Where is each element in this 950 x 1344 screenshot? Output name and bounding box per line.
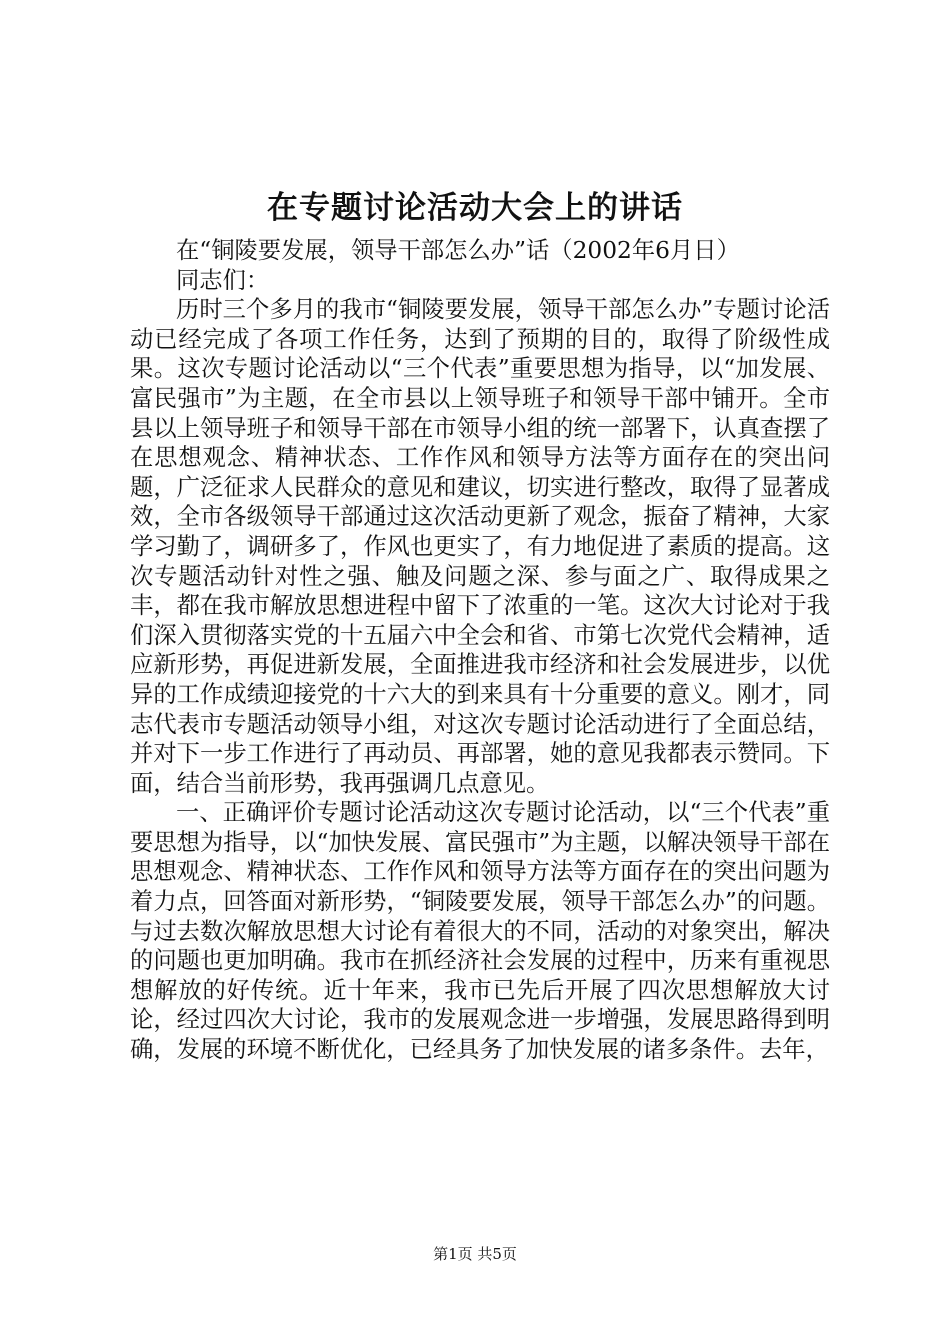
page-footer: 第1页 共5页 — [433, 1245, 517, 1263]
paragraph: 一、正确评价专题讨论活动这次专题讨论活动，以“三个代表”重要思想为指导，以“加快发展、富民强市”为主题，以解决领导干部在思想观念、精神状态、工作作风和领导方法等方面存在的突出问题为着力点，回答面对新形势，“铜陵要发展，领导干部怎么办”的问题。与过去数次解放思想大讨论有着很大的不同，活动的对象突出，解决的问题也更加明确。我市在抓经济社会发展的过程中，历来有重视思想解放的好传统。近十年来，我市已先后开展了四次思想解放大讨论，经过四次大讨论，我市的发展观念进一步增强，发展思路得到明确，发展的环境不断优化，已经具务了加快发展的诸多条件。去年， — [130, 799, 830, 1064]
salutation: 同志们： — [176, 266, 270, 294]
document-body — [130, 236, 830, 1065]
document-title: 在专题讨论活动大会上的讲话 — [267, 190, 683, 226]
paragraph: 历时三个多月的我市“铜陵要发展，领导干部怎么办”专题讨论活动已经完成了各项工作任务，达到了预期的目的，取得了阶级性成果。这次专题讨论活动以“三个代表”重要思想为指导，以“加发展、富民强市”为主题，在全市县以上领导班子和领导干部中铺开。全市县以上领导班子和领导干部在市领导小组的统一部署下，认真查摆了在思想观念、精神状态、工作作风和领导方法等方面存在的突出问题，广泛征求人民群众的意见和建议，切实进行整改，取得了显著成效，全市各级领导干部通过这次活动更新了观念，振奋了精神，大家学习勤了，调研多了，作风也更实了，有力地促进了素质的提高。这次专题活动针对性之强、触及问题之深、参与面之广、取得成果之丰，都在我市解放思想进程中留下了浓重的一笔。这次大讨论对于我们深入贯彻落实党的十五届六中全会和省、市第七次党代会精神，适应新形势，再促进新发展，全面推进我市经济和社会发展进步，以优异的工作成绩迎接党的十六大的到来具有十分重要的意义。刚才，同志代表市专题活动领导小组，对这次专题讨论活动进行了全面总结，并对下一步工作进行了再动员、再部署，她的意见我都表示赞同。下面，结合当前形势，我再强调几点意见。 — [130, 296, 830, 797]
document-subtitle: 在“铜陵要发展，领导干部怎么办”话（2002年6月日） — [176, 237, 740, 264]
